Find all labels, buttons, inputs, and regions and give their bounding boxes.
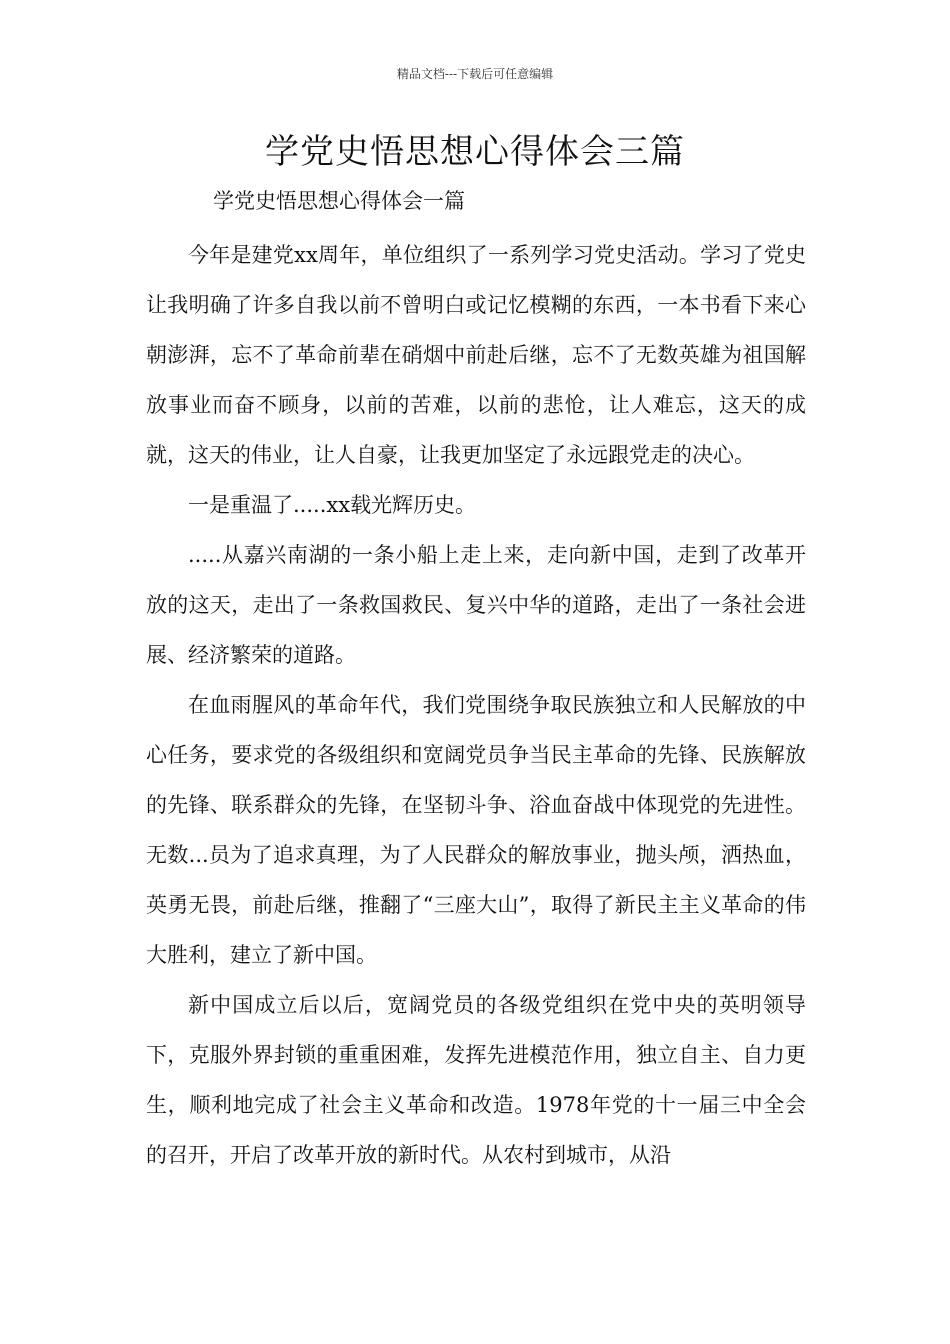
paragraph: 今年是建党xx周年，单位组织了一系列学习党史活动。学习了党史让我明确了许多自我以前不曾明白或记忆模糊的东西，一本书看下来心朝澎湃，忘不了革命前辈在硝烟中前赴后继，忘不了无数英雄为祖国解放事业而奋不顾身，以前的苦难，以前的悲怆，让人难忘，这天的成就，这天的伟业，让人自豪，让我更加坚定了永远跟党走的决心。 (146, 243, 806, 467)
paragraph: 新中国成立后以后，宽阔党员的各级党组织在党中央的英明领导下，克服外界封锁的重重困难，发挥先进模范作用，独立自主、自力更生，顺利地完成了社会主义革命和改造。1978年党的十一届三中全会的召开，开启了改革开放的新时代。从农村到城市，从沿 (146, 993, 806, 1167)
paragraph: 在血雨腥风的革命年代，我们党围绕争取民族独立和人民解放的中心任务，要求党的各级组织和宽阔党员争当民主革命的先锋、民族解放的先锋、联系群众的先锋，在坚韧斗争、浴血奋战中体现党的先进性。无数...员为了追求真理，为了人民群众的解放事业，抛头颅，洒热血，英勇无畏，前赴后继，推翻了“三座大山”，取得了新民主主义革命的伟大胜利，建立了新中国。 (146, 693, 806, 967)
body-text (146, 230, 806, 1180)
document-title: 学党史悟思想心得体会三篇 (265, 132, 685, 172)
paragraph: .....从嘉兴南湖的一条小船上走上来，走向新中国，走到了改革开放的这天，走出了一条救国救民、复兴中华的道路，走出了一条社会进展、经济繁荣的道路。 (146, 543, 806, 667)
section-subtitle: 学党史悟思想心得体会一篇 (213, 189, 465, 213)
paragraph: 一是重温了.....xx载光辉历史。 (188, 493, 477, 517)
header-note: 精品文档---下载后可任意编辑 (396, 67, 554, 81)
